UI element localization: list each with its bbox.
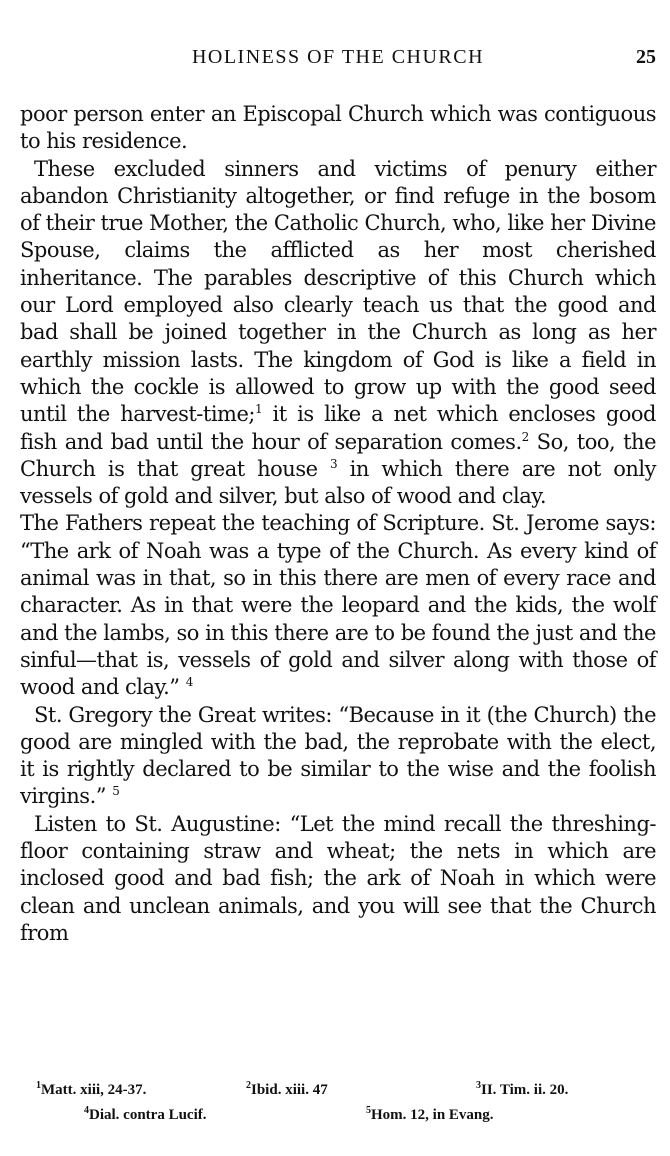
page-number: 25 [636,46,656,68]
footnote-ref-4: 4 [185,675,193,690]
footnote-3 [476,1078,568,1103]
paragraph-3-text: The Fathers repeat the teaching of Scripture. St. Jerome says: “The ark of Noah was a type of the Church. As every kind of animal was in that, so in this there are men of every race and character. As in that were the leopard and the kids, the wolf and the lambs, so in this there are to be found the just and the sinful—that is, vessels of gold and silver along with those of wood and clay.” [20,511,656,700]
footnote-ref-2: 2 [521,429,529,444]
footnote-4 [84,1103,207,1128]
paragraph-2-text-c: So, too, the Church is that great house [20,429,656,481]
footnote-5 [366,1103,494,1128]
footnote-2 [246,1078,328,1103]
footnote-1 [36,1078,146,1103]
footnote-ref-3: 3 [330,456,338,471]
footnote-row-1 [36,1078,656,1103]
footnote-5-text: Hom. 12, in Evang. [371,1107,494,1123]
footnote-1-text: Matt. xiii, 24-37. [41,1082,147,1098]
paragraph-2-text-b: it is like a net which encloses good fish and bad until the hour of separation comes. [20,402,656,454]
footnote-5-number: 5 [366,1105,371,1116]
footnote-ref-5: 5 [112,784,120,799]
footnote-2-number: 2 [246,1080,251,1091]
footnote-2-text: Ibid. xiii. 47 [251,1082,328,1098]
footnote-3-number: 3 [476,1080,481,1091]
footnote-4-text: Dial. contra Lucif. [89,1107,207,1123]
paragraph-4-text: St. Gregory the Great writes: “Because in it (the Church) the good are mingled with the bad, the reprobate with the elect, it is rightly declared to be similar to the wise and the foolish virgins.” [20,702,656,809]
paragraph-2-text-d: in which there are not only vessels of gold and silver, but also of wood and clay. [20,456,656,509]
footnotes [36,1078,656,1128]
paragraph-1 [20,101,656,156]
running-head [20,46,656,76]
paragraph-2 [20,156,656,511]
footnote-ref-1: 1 [254,402,263,417]
footnote-3-text: II. Tim. ii. 20. [481,1082,569,1098]
footnote-4-number: 4 [84,1105,89,1116]
paragraph-4 [20,702,656,811]
body-text [20,101,656,947]
footnote-1-number: 1 [36,1080,41,1091]
running-title: HOLINESS OF THE CHURCH [191,46,485,68]
paragraph-5-text: Listen to St. Augustine: “Let the mind recall the threshing-floor containing straw and wheat; the nets in which are inclosed good and bad fish; the ark of Noah in which were clean and unclean animals, and you will see that the Church from [20,811,656,945]
paragraph-1-text: poor person enter an Episcopal Church which was contiguous to his residence. [20,102,656,154]
paragraph-3 [20,510,656,701]
paragraph-5 [20,811,656,947]
paragraph-2-text-a: These excluded sinners and victims of penury either abandon Christianity altogether, or find refuge in the bosom of their true Mother, the Catholic Church, who, like her Divine Spouse, claims the afflicted as her most cherished inheritance. The parables descriptive of this Church which our Lord employed also clearly teach us that the good and bad shall be joined together in the Church as long as her earthly mission lasts. The kingdom of God is like a field in which the cockle is allowed to grow up with the good seed until the harvest-time; [20,156,656,427]
footnote-row-2 [36,1103,656,1128]
